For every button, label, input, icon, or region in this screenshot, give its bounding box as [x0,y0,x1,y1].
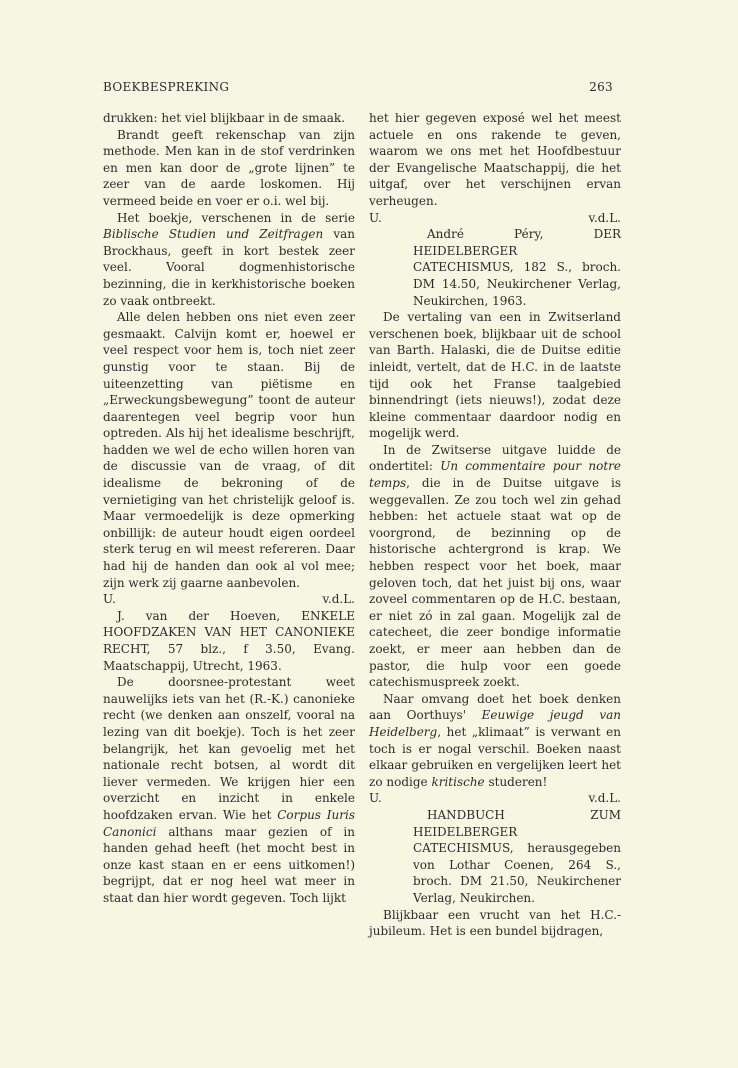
work-title: Corpus Iuris Canonici [103,807,355,839]
paragraph: Alle delen hebben ons niet even zeer gesmaakt. Calvijn komt er, hoewel er veel respect voor hem is, toch niet zeer gunstig voor te staan. Bij de uiteenzetting van piëtisme en „Erweckungsbewegung” toont de auteur daarentegen veel begrip voor hun optreden. Als hij het idealisme beschrijft, hadden we wel de echo willen horen van de discussie van de vraag, of dit idealisme de bekroning of de vernietiging van het christelijk geloof is. Maar vermoedelijk is deze opmerking onbillijk: de auteur houdt eigen oordeel sterk terug en wil meest refereren. Daar had hij de handen dan ook al vol mee; zijn werk zij gaarne aanbevolen. [103,310,355,590]
review-signature: U. v.d.L. [369,210,621,225]
series-title: Biblische Studien und Zeitfragen [103,227,324,242]
paragraph: Het boekje, verschenen in de serie Biblische Studien und Zeitfragen van Brockhaus, geeft in kort bestek zeer veel. Vooral dogmenhistorische bezinning, die in kerkhistorische boeken zo vaak ontbreekt. [103,210,355,308]
subtitle: Un commentaire pour notre temps [369,459,621,491]
paragraph: Blijkbaar een vrucht van het H.C.-jubileum. Het is een bundel bijdragen, [369,907,621,939]
review-signature: U. v.d.L. [103,592,355,607]
emphasis: kritische [431,774,485,789]
paragraph: Brandt geeft rekenschap van zijn methode. Men kan in de stof verdrinken en men kan door de „grote lijnen” te zeer van de aarde loskomen. Hij vermeed beide en voer er o.i. wel bij. [103,127,355,208]
paragraph: De vertaling van een in Zwitserland verschenen boek, blijkbaar uit de school van Barth. Halaski, die de Duitse editie inleidt, vertelt, dat de H.C. in de laatste tijd ook het Franse taalgebied binnendringt (iets nieuws!), zodat deze kleine commentaar daardoor nodig en mogelijk werd. [369,310,621,441]
paragraph: drukken: het viel blijkbaar in de smaak. [103,111,346,125]
section-title: BOEKBESPREKING [103,80,230,94]
work-title: Eeuwige jeugd van Heidelberg [369,708,622,739]
paragraph: het hier gegeven exposé wel het meest actuele en ons rakende te geven, waarom we ons met het Hoofdbestuur der Evangelische Maatschappij, die het uitgaf, over het verschijnen ervan verheugen. [369,111,621,208]
paragraph: Naar omvang doet het boek denken aan Oorthuys' Eeuwige jeugd van Heidelberg, het „klimaat” is verwant en toch is er nogal verschil. Boeken naast elkaar gebruiken en vergelijken leert het zo nodige kritische studeren! [369,691,622,789]
right-column [369,110,621,940]
paragraph: De doorsnee-protestant weet nauwelijks iets van het (R.-K.) canonieke recht (we denken aan onszelf, vooral na lezing van dit boekje). Toch is het zeer belangrijk, het kan gevoelig met het nationale recht botsen, al wordt dit liever vermeden. We krijgen hier een overzicht en inzicht in enkele hoofdzaken ervan. Wie het Corpus Iuris Canonici althans maar gezien of in handen gehad heeft (het mocht best in onze kast staan en er eens uitkomen!) begrijpt, dat er nog heel wat meer in staat dan hier wordt gegeven. Toch lijkt [103,675,355,905]
review-heading: HANDBUCH ZUM HEIDELBERGER CATECHISMUS, herausgegeben von Lothar Coenen, 264 S., broch. DM 21.50, Neukirchener Verlag, Neukirchen. [413,807,621,905]
review-heading: André Péry, DER HEIDELBERGER CATECHISMUS, 182 S., broch. DM 14.50, Neukirchener Verlag, Neukirchen, 1963. [413,227,621,308]
left-column [103,110,355,907]
paragraph: In de Zwitserse uitgave luidde de ondertitel: Un commentaire pour notre temps, die in de Duitse uitgave is weggevallen. Ze zou toch wel zin gehad hebben: het actuele staat wat op de voorgrond, de bezinning op de historische achtergrond is krap. We hebben respect voor het boek, maar geloven toch, dat het juist bij ons, waar zoveel commentaren op de H.C. bestaan, er niet zó in zal gaan. Mogelijk zal de catecheet, die zeer bondige informatie zoekt, er meer aan hebben dan de pastor, die hulp voor een goede catechismuspreek zoekt. [369,442,621,690]
review-signature: U. v.d.L. [369,791,621,806]
review-heading: J. van der Hoeven, ENKELE HOOFDZAKEN VAN HET CANONIEKE RECHT, 57 blz., f 3.50, Evang. Maatschappij, Utrecht, 1963. [103,608,355,673]
page-number: 263 [589,80,613,94]
